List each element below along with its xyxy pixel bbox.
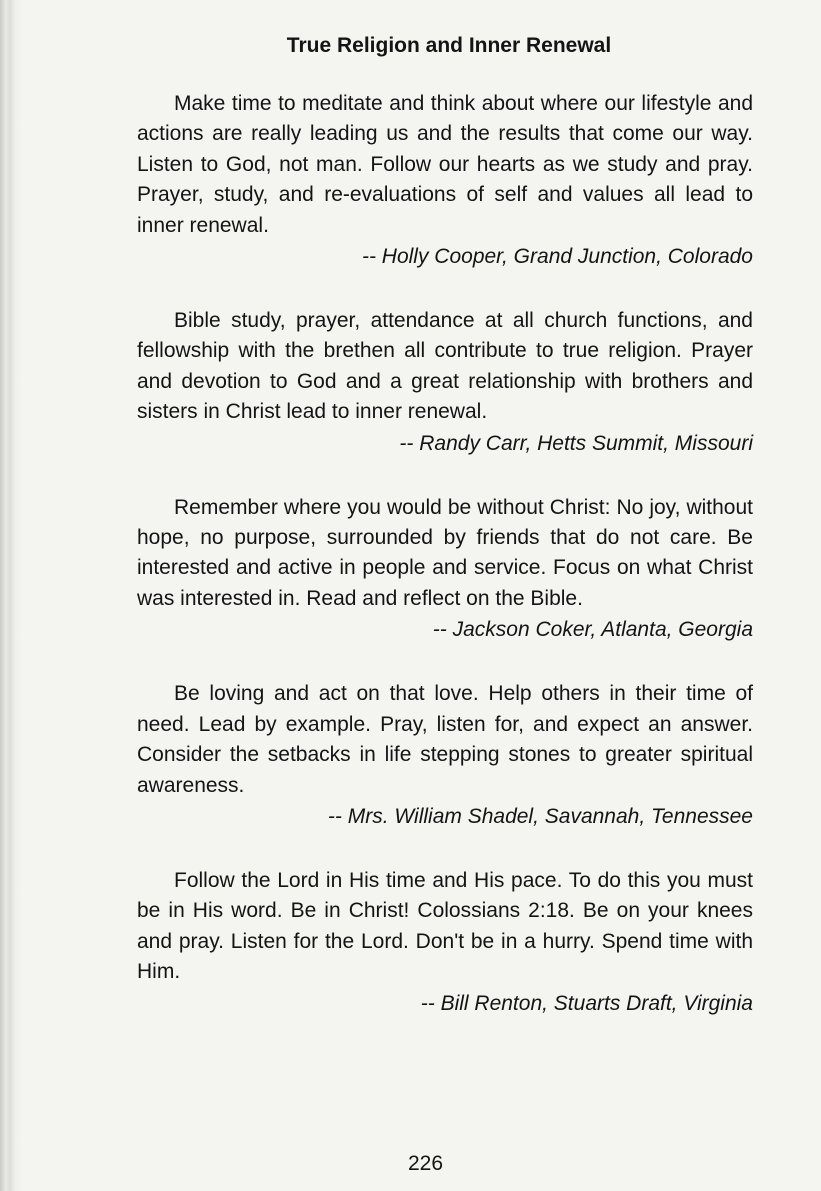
entry-text: Bible study, prayer, attendance at all church functions, and fellowship with the brethen all contribute to true religion. Prayer and devotion to God and a great relationship with brothers and sisters in Christ lead to inner renewal.	[137, 309, 753, 424]
entry-holly-cooper	[137, 89, 753, 272]
entry-text: Follow the Lord in His time and His pace. To do this you must be in His word. Be in Christ! Colossians 2:18. Be on your knees and pray. Listen for the Lord. Don't be in a hurry. Spend time with Him.	[137, 868, 753, 984]
entry-attribution: -- Randy Carr, Hetts Summit, Missouri	[399, 431, 753, 455]
page-content	[137, 30, 753, 1053]
entry-jackson-coker	[137, 493, 753, 646]
entry-randy-carr	[137, 306, 753, 459]
entry-bill-renton	[137, 866, 753, 1019]
entry-text: Be loving and act on that love. Help others in their time of need. Lead by example. Pray, listen for, and expect an answer. Consider the setbacks in life stepping stones to greater spiritual awareness.	[137, 682, 753, 797]
entry-attribution: -- Jackson Coker, Atlanta, Georgia	[432, 618, 753, 642]
page-number: 226	[407, 1152, 444, 1175]
page-edge	[0, 0, 22, 1191]
entry-attribution: -- Mrs. William Shadel, Savannah, Tennessee	[327, 804, 753, 828]
entry-text: Make time to meditate and think about where our lifestyle and actions are really leading us and the results that come our way. Listen to God, not man. Follow our hearts as we study and pray. Prayer, study, and re-evaluations of self and values all lead to inner renewal.	[137, 92, 753, 237]
entry-attribution: -- Holly Cooper, Grand Junction, Colorado	[361, 245, 753, 269]
entry-text: Remember where you would be without Christ: No joy, without hope, no purpose, surrounded by friends that do not care. Be interested and active in people and service. Focus on what Christ was interested in. Read and reflect on the Bible.	[137, 495, 753, 610]
page-title: True Religion and Inner Renewal	[286, 34, 612, 57]
entry-william-shadel	[137, 679, 753, 832]
entry-attribution: -- Bill Renton, Stuarts Draft, Virginia	[420, 991, 753, 1015]
